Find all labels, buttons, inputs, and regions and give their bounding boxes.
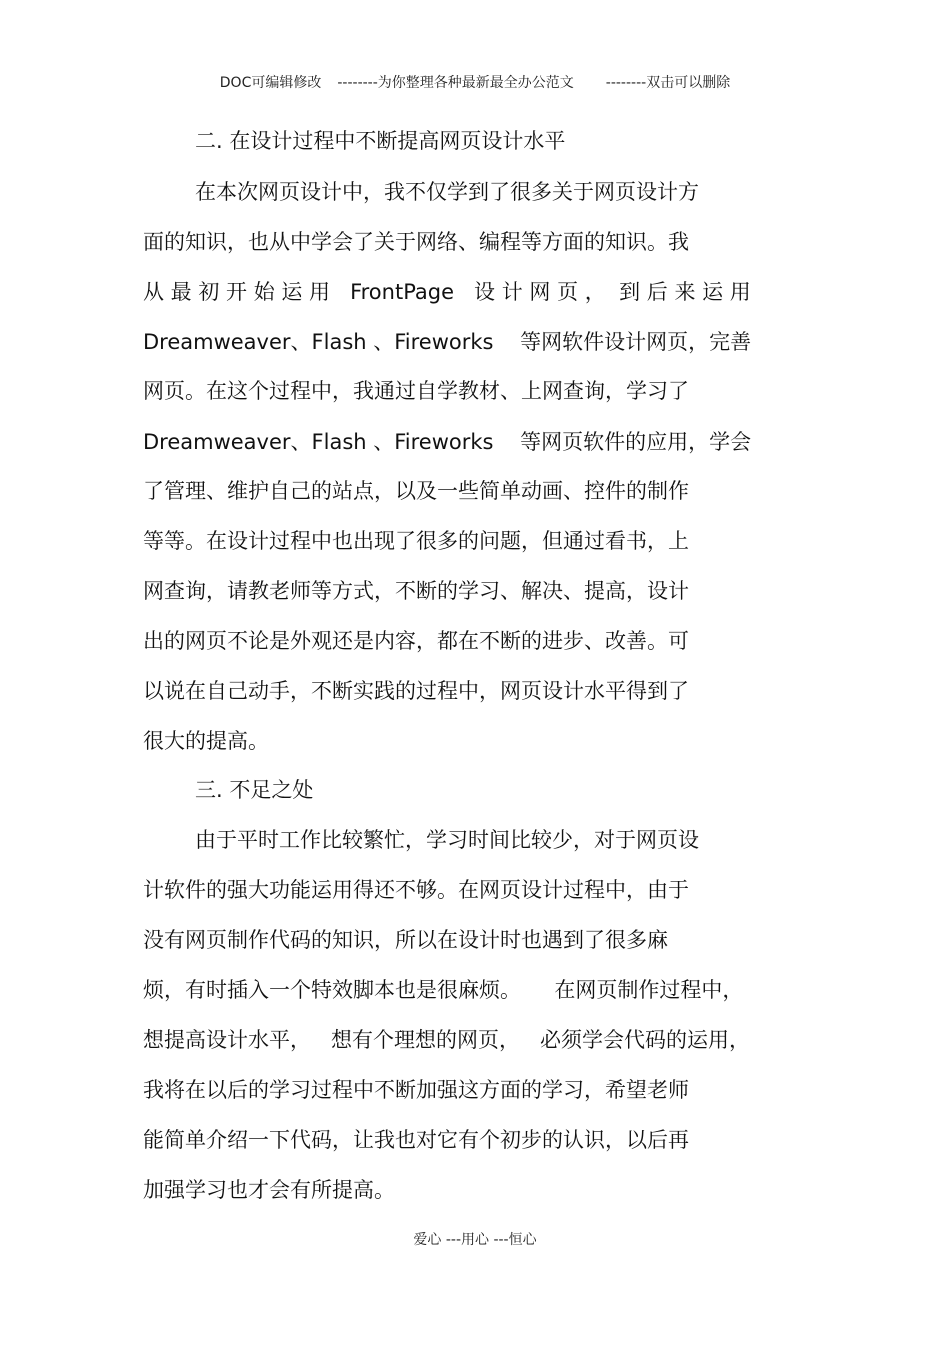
body-line: 计软件的强大功能运用得还不够。在网页设计过程中，由于 (143, 878, 689, 902)
section-heading-3: 三. 不足之处 (195, 778, 314, 802)
body-line: 网查询，请教老师等方式，不断的学习、解决、提高，设计 (143, 579, 689, 603)
body-line: 在本次网页设计中，我不仅学到了很多关于网页设计方 (195, 180, 699, 204)
body-line: 加强学习也才会有所提高。 (143, 1178, 395, 1202)
section-heading-2: 二. 在设计过程中不断提高网页设计水平 (195, 129, 566, 153)
body-line: 出的网页不论是外观还是内容，都在不断的进步、改善。可 (143, 629, 689, 653)
body-line: 能简单介绍一下代码，让我也对它有个初步的认识，以后再 (143, 1128, 689, 1152)
body-line: Dreamweaver、Flash 、Fireworks 等网页软件的应用，学会 (143, 430, 752, 454)
header-left-text: DOC可编辑修改 (219, 75, 322, 91)
page-footer: 爱心 ---用心 ---恒心 (413, 1232, 537, 1248)
body-line: 面的知识，也从中学会了关于网络、编程等方面的知识。我 (143, 230, 689, 254)
body-line: 从 最 初 开 始 运 用 FrontPage 设 计 网 页 ， 到 后 来 运 用 (143, 280, 751, 304)
header-right-text: --------双击可以删除 (605, 75, 731, 91)
body-line: 由于平时工作比较繁忙，学习时间比较少，对于网页设 (195, 828, 699, 852)
body-line: 以说在自己动手，不断实践的过程中，网页设计水平得到了 (143, 679, 689, 703)
header-middle-text: --------为你整理各种最新最全办公范文 (337, 75, 574, 91)
body-line: Dreamweaver、Flash 、Fireworks 等网软件设计网页，完善 (143, 330, 752, 354)
page-header (0, 72, 950, 92)
body-line: 我将在以后的学习过程中不断加强这方面的学习，希望老师 (143, 1078, 689, 1102)
body-line: 网页。在这个过程中，我通过自学教材、上网查询，学习了 (143, 379, 689, 403)
body-line: 很大的提高。 (143, 729, 269, 753)
body-line: 了管理、维护自己的站点，以及一些简单动画、控件的制作 (143, 479, 689, 503)
body-line: 烦，有时插入一个特效脚本也是很麻烦。 在网页制作过程中， (143, 978, 744, 1002)
body-line: 想提高设计水平， 想有个理想的网页， 必须学会代码的运用， (143, 1028, 751, 1052)
body-line: 没有网页制作代码的知识，所以在设计时也遇到了很多麻 (143, 928, 668, 952)
body-line: 等等。在设计过程中也出现了很多的问题，但通过看书，上 (143, 529, 689, 553)
